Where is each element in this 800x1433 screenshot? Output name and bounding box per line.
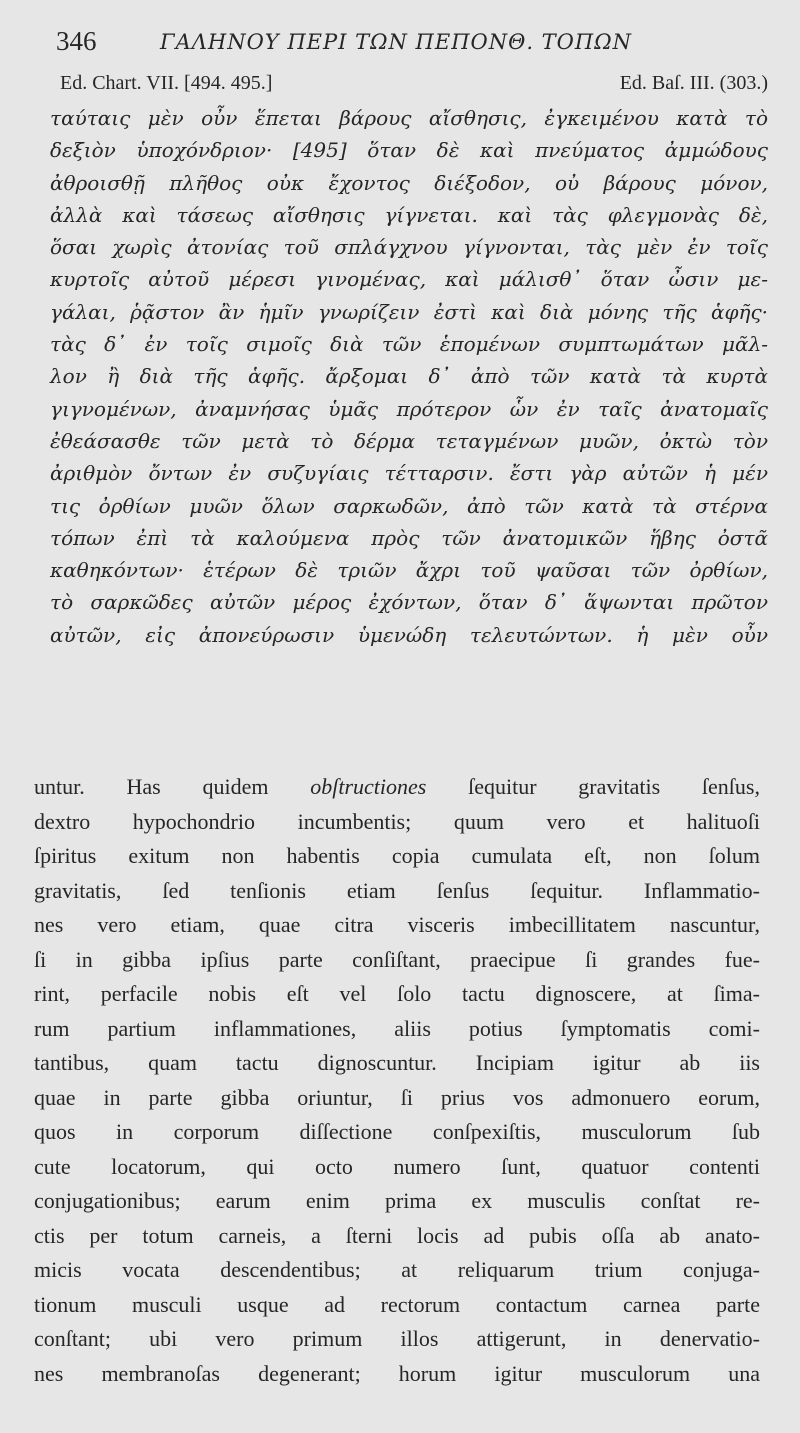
greek-text-block [50,102,768,651]
greek-text-line: τόπων ἐπὶ τὰ καλούμενα πρὸς τῶν ἀνατομικῶν ἥβης ὀστᾶ [50,525,768,550]
latin-line-text: conjugationibus; earum enim prima ex musculis conſtat re- [34,1188,760,1213]
latin-line-text: tionum musculi usque ad rectorum contactum carnea parte [34,1291,760,1317]
latin-line-text: nes membranoſas degenerant; horum igitur musculorum una [34,1360,760,1386]
latin-line-text: ſequitur gravitatis ſenſus, [426,774,760,799]
greek-text-line: ἐθεάσασθε τῶν μετὰ τὸ δέρμα τεταγμένων μυῶν, ὀκτὼ τὸν [50,428,768,453]
latin-text-line [34,1046,760,1081]
latin-line-text: quos in corporum diſſectione conſpexiſtis, musculorum ſub [34,1119,760,1144]
latin-text-line [34,874,760,909]
latin-line-text: micis vocata descendentibus; at reliquarum trium conjuga- [34,1257,760,1282]
latin-text-line [34,1357,760,1392]
greek-text-line: ὅσαι χωρὶς ἀτονίας τοῦ σπλάγχνου γίγνονται, τὰς μὲν ἐν τοῖς [50,235,768,260]
latin-line-text: nes vero etiam, quae citra visceris imbecillitatem nascuntur, [34,912,760,937]
latin-line-text: dextro hypochondrio incumbentis; quum vero et halituoſi [34,808,760,834]
greek-text-line: τὸ σαρκῶδες αὐτῶν μέρος ἐχόντων, ὅταν δ᾽ ἅψωνται πρῶτον [50,590,768,615]
greek-text-line: κυρτοῖς αὐτοῦ μέρεσι γινομένας, καὶ μάλισθ᾽ ὅταν ὦσιν με- [50,267,768,292]
greek-text-line: ταύταις μὲν οὖν ἕπεται βάρους αἴσθησις, ἐγκειμένου κατὰ τὸ [50,106,768,130]
latin-text-line [34,1288,760,1323]
latin-line-text: untur. Has quidem [34,774,311,799]
latin-text-line [34,805,760,840]
latin-text-line [34,943,760,978]
running-title: ΓΑΛΗΝΟΥ ΠΕΡΙ ΤΩΝ ΠΕΠΟΝΘ. ΤΟΠΩΝ [160,30,632,54]
latin-line-text: conſtant; ubi vero primum illos attigerunt, in denervatio- [34,1326,760,1351]
greek-text-line: καθηκόντων· ἑτέρων δὲ τριῶν ἄχρι τοῦ ψαῦσαι τῶν ὀρθίων, [50,558,768,583]
latin-text-line [34,977,760,1012]
greek-text-line: ἀλλὰ καὶ τάσεως αἴσθησις γίγνεται. καὶ τὰς φλεγμονὰς δὲ, [50,202,768,227]
latin-line-text: rum partium inflammationes, aliis potius ſymptomatis comi- [34,1015,760,1041]
page-header [56,26,756,66]
latin-text-line [34,1253,760,1288]
greek-text-line: ἀριθμὸν ὄντων ἐν συζυγίαις τέτταρσιν. ἔστι γὰρ αὐτῶν ἡ μέν [50,461,768,486]
latin-line-text: ſpiritus exitum non habentis copia cumulata eſt, non ſolum [34,843,760,868]
latin-text-line [34,1322,760,1357]
latin-line-text: cute locatorum, qui octo numero ſunt, quatuor contenti [34,1153,760,1179]
greek-text-line: λον ἢ διὰ τῆς ἁφῆς. ἄρξομαι δ᾽ ἀπὸ τῶν κατὰ τὰ κυρτὰ [50,364,768,389]
latin-line-text: ſi in gibba ipſius parte conſiſtant, praecipue ſi grandes fue- [34,946,760,972]
greek-text-line: γιγνομένων, ἀναμνήσας ὑμᾶς πρότερον ὧν ἐν ταῖς ἀνατομαῖς [50,396,768,421]
page-number: 346 [56,26,97,56]
greek-text-line: τις ὀρθίων μυῶν ὅλων σαρκωδῶν, ἀπὸ τῶν κατὰ τὰ στέρνα [50,493,768,518]
latin-text-line [34,1150,760,1185]
latin-text-line [34,1219,760,1254]
latin-text-line [34,1115,760,1150]
greek-text-line: αὐτῶν, εἰς ἀπονεύρωσιν ὑμενώδη τελευτώντων. ἡ μὲν οὖν [50,622,768,647]
greek-text-line: γάλαι, ῥᾷστον ἂν ἡμῖν γνωρίζειν ἐστὶ καὶ διὰ μόνης τῆς ἁφῆς· [50,299,768,324]
greek-text-line: τὰς δ᾽ ἐν τοῖς σιμοῖς διὰ τῶν ἑπομένων συμπτωμάτων μᾶλ- [50,332,768,357]
latin-text-line [34,839,760,874]
latin-line-text: rint, perfacile nobis eſt vel ſolo tactu dignoscere, at ſima- [34,981,760,1006]
latin-text-line [34,1184,760,1219]
latin-text-line [34,1081,760,1116]
latin-italic-word: obſtructiones [310,774,427,799]
latin-line-text: quae in parte gibba oriuntur, ſi prius vos admonuero eorum, [34,1084,760,1110]
latin-text-line [34,1012,760,1047]
latin-text-block [34,770,760,1391]
latin-text-line [34,770,760,805]
edition-reference-left: Ed. Chart. VII. [494. 495.] [60,72,273,94]
edition-reference-right: Ed. Baſ. III. (303.) [619,72,768,94]
greek-text-line: δεξιὸν ὑποχόνδριον· [495] ὅταν δὲ καὶ πνεύματος ἀμμώδους [50,138,768,163]
edition-references [60,72,768,100]
latin-line-text: gravitatis, ſed tenſionis etiam ſenſus ſequitur. Inflammatio- [34,877,760,903]
latin-text-line [34,908,760,943]
latin-line-text: tantibus, quam tactu dignoscuntur. Incipiam igitur ab iis [34,1050,760,1075]
greek-text-line: ἀθροισθῇ πλῆθος οὐκ ἔχοντος διέξοδον, οὐ βάρους μόνον, [50,170,768,195]
latin-line-text: ctis per totum carneis, a ſterni locis ad pubis oſſa ab anato- [34,1222,760,1248]
